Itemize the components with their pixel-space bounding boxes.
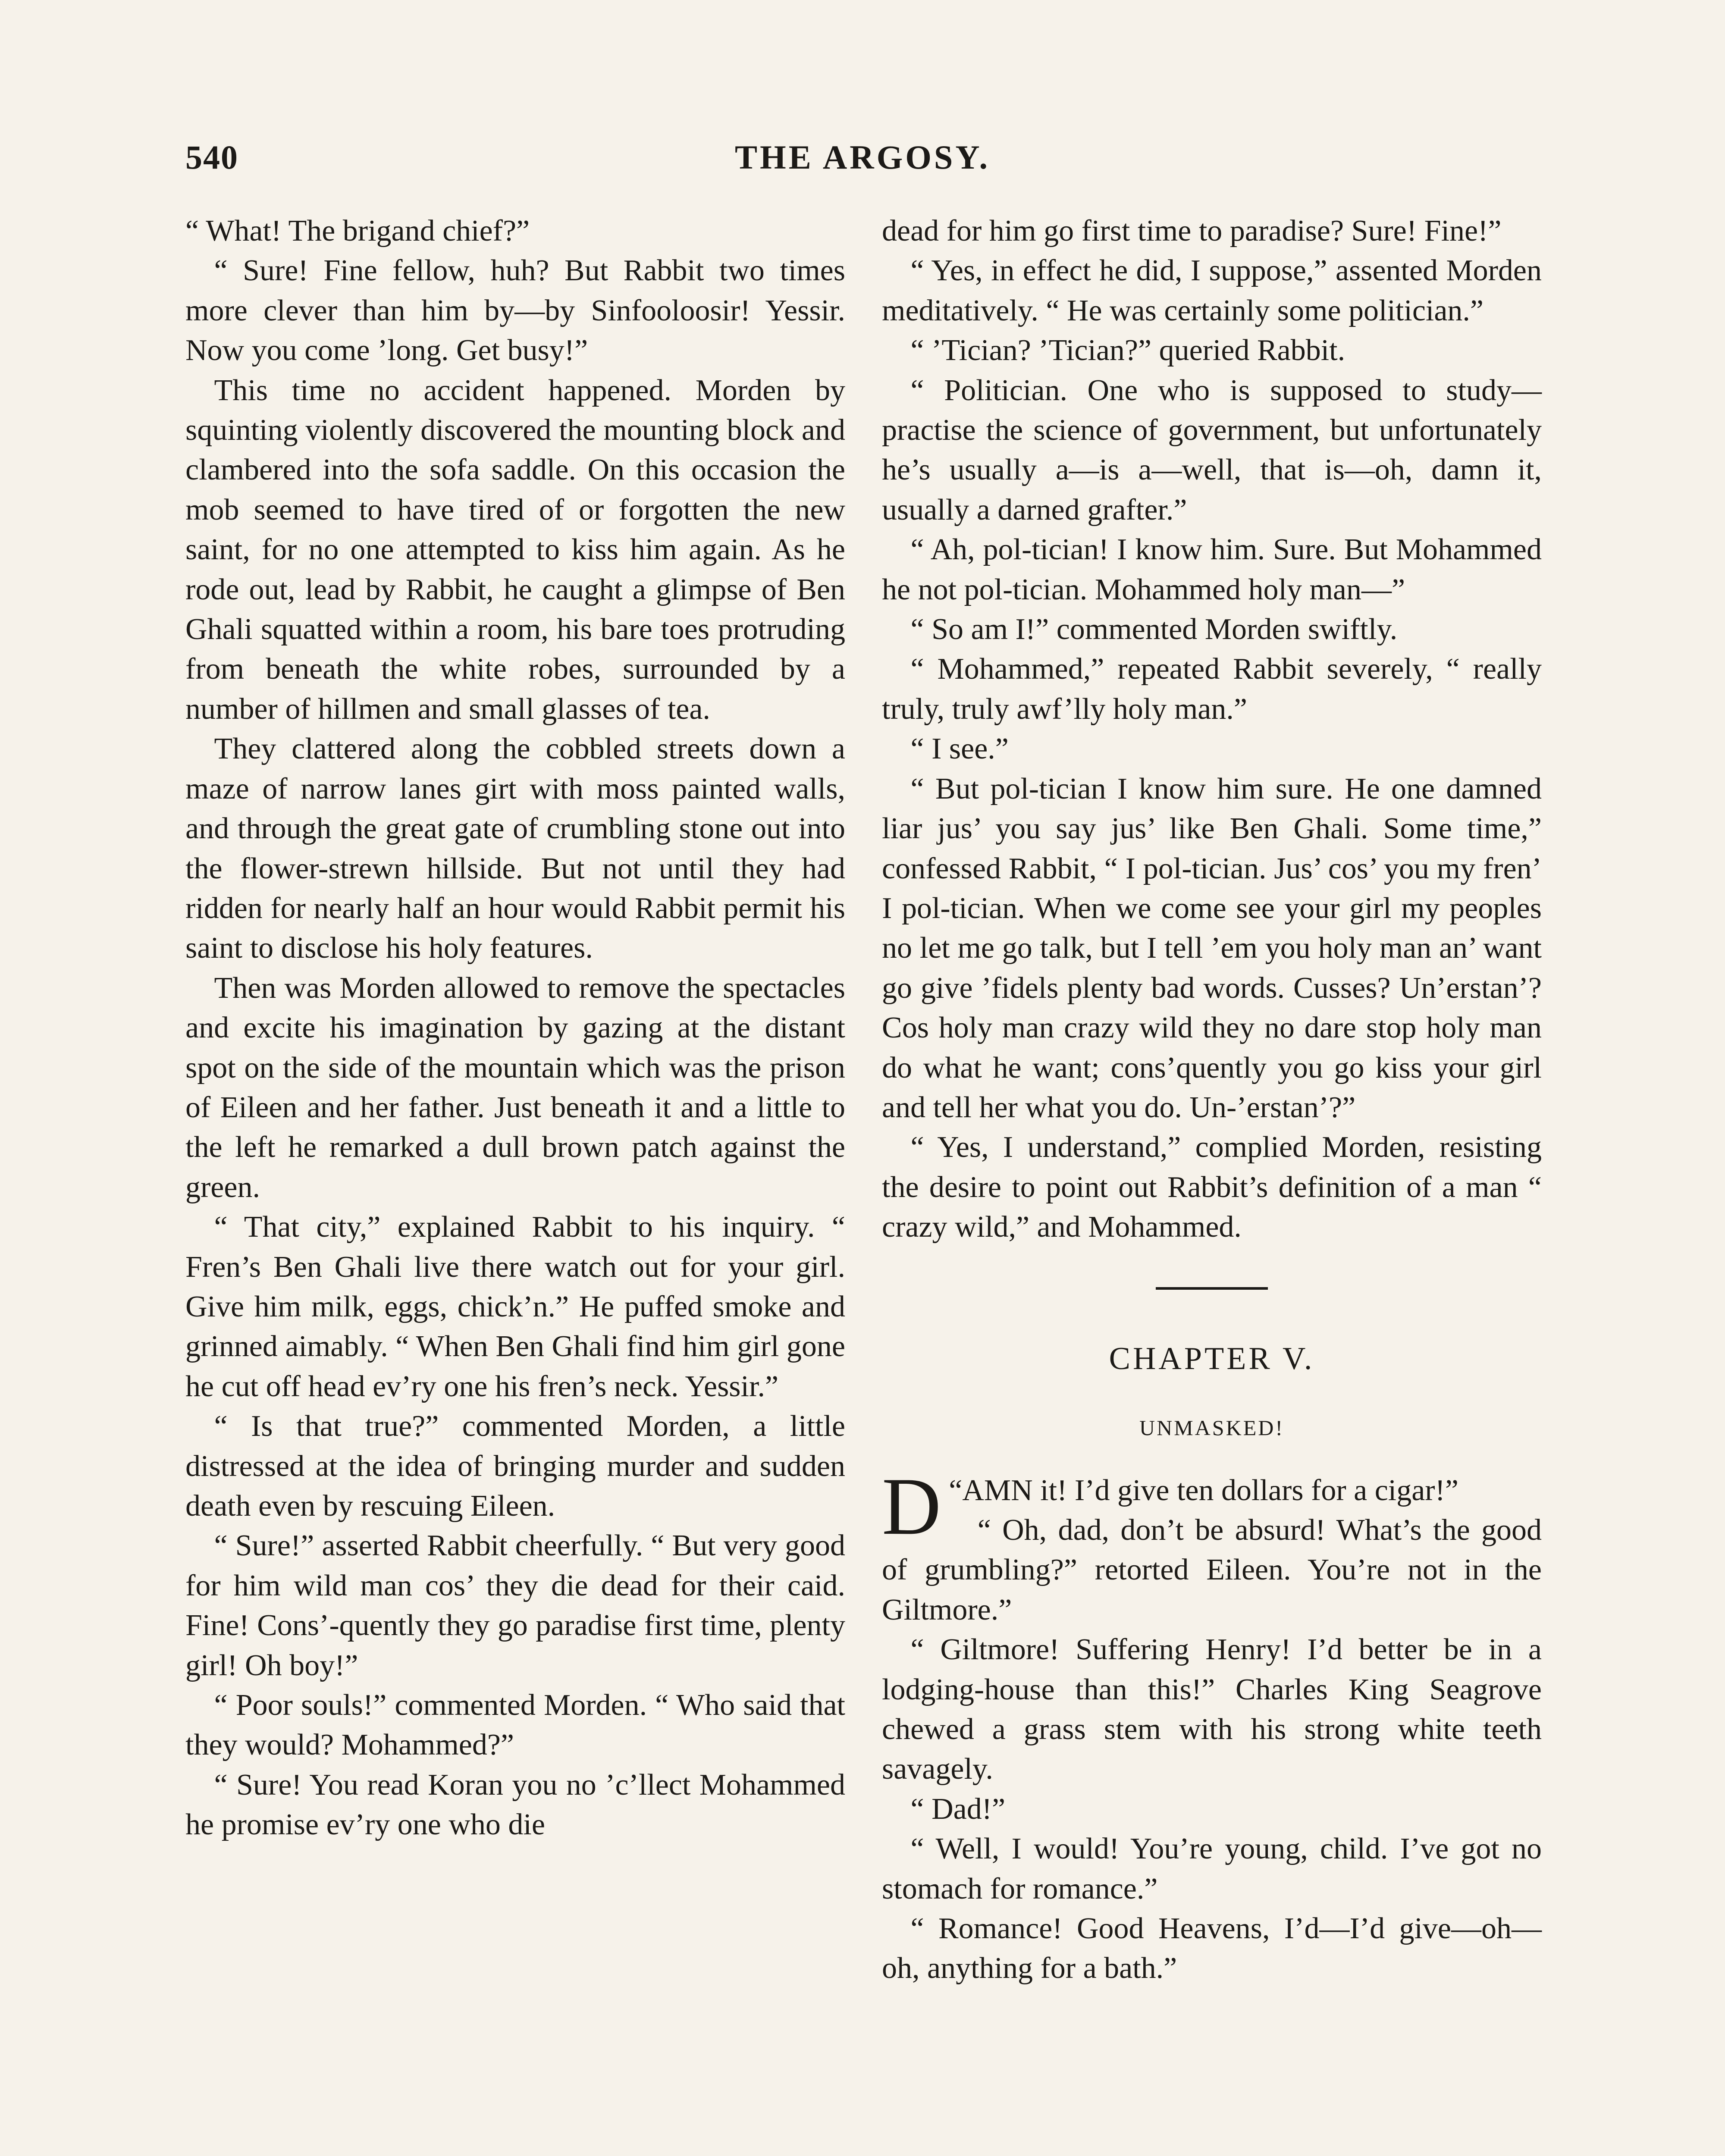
- paragraph: “ Politician. One who is supposed to study—practise the science of government, but unfortunately he’s usually a—is a—well, that is—oh, damn it, usually a darned grafter.”: [882, 373, 1542, 526]
- paragraph: Then was Morden allowed to remove the spectacles and excite his imagination by gazing at the distant spot on the side of the mountain which was the prison of Eileen and her father. Just beneath it and a little to the left he remarked a dull brown patch against the green.: [185, 971, 845, 1204]
- paragraph: “ What! The brigand chief?”: [185, 214, 530, 248]
- paragraph: “ Romance! Good Heavens, I’d—I’d give—oh—oh, anything for a bath.”: [882, 1912, 1542, 1985]
- opening-quote: “: [949, 1473, 963, 1507]
- chapter-subtitle: UNMASKED!: [1139, 1415, 1284, 1440]
- right-column: [882, 211, 1542, 1989]
- paragraph: “ Dad!”: [910, 1792, 1006, 1826]
- page-header: [185, 138, 1540, 190]
- paragraph: “ Poor souls!” commented Morden. “ Who said that they would? Mohammed?”: [185, 1689, 845, 1762]
- paragraph: “ Is that true?” commented Morden, a little distressed at the idea of bringing murder and sudden death even by rescuing Eileen.: [185, 1410, 845, 1523]
- chapter-heading: CHAPTER V.: [1109, 1341, 1315, 1376]
- paragraph: “ Sure!” asserted Rabbit cheerfully. “ But very good for him wild man cos’ they die dead for their caid. Fine! Cons’-quently they go paradise first time, plenty girl! Oh boy!”: [185, 1529, 845, 1682]
- paragraph: This time no accident happened. Morden by squinting violently discovered the mounting block and clambered into the sofa saddle. On this occasion the mob seemed to have tired of or forgotten the new saint, for no one attempted to kiss him again. As he rode out, lead by Rabbit, he caught a glimpse of Ben Ghali squatted within a room, his bare toes protruding from beneath the white robes, surrounded by a number of hillmen and small glasses of tea.: [185, 373, 845, 726]
- opening-text: AMN it! I’d give ten dollars for a cigar!”: [962, 1473, 1458, 1507]
- opening-paragraph: [882, 1461, 1542, 1552]
- paragraph: “ I see.”: [910, 732, 1009, 766]
- paragraph: “ Ah, pol-tician! I know him. Sure. But Mohammed he not pol-tician. Mohammed holy man—”: [882, 533, 1542, 606]
- section-divider: [1156, 1287, 1268, 1290]
- paragraph: “ But pol-tician I know him sure. He one damned liar jus’ you say jus’ like Ben Ghali. Some time,” confessed Rabbit, “ I pol-tician. Jus’ cos’ you my fren’ I pol-tician. When we come see your girl my peoples no let me go talk, but I tell ’em you holy man an’ want go give ’fidels plenty bad words. Cusses? Un’erstan’? Cos holy man crazy wild they no dare stop holy man do what he want; cons’quently you go kiss your girl and tell her what you do. Un-’erstan’?”: [882, 772, 1542, 1124]
- paragraph: “ Giltmore! Suffering Henry! I’d better be in a lodging-house than this!” Charles King Seagrove chewed a grass stem with his strong white teeth savagely.: [882, 1633, 1542, 1786]
- page-number: 540: [185, 138, 238, 176]
- left-column: [185, 211, 845, 1845]
- running-title: THE ARGOSY.: [735, 138, 990, 176]
- paragraph: “ Yes, I understand,” complied Morden, resisting the desire to point out Rabbit’s definition of a man “ crazy wild,” and Mohammed.: [882, 1131, 1542, 1244]
- paragraph: “ So am I!” commented Morden swiftly.: [910, 613, 1398, 646]
- paragraph: “ Sure! Fine fellow, huh? But Rabbit two times more clever than him by—by Sinfooloosir! Yessir. Now you come ’long. Get busy!”: [185, 254, 845, 367]
- paragraph: “ Mohammed,” repeated Rabbit severely, “ really truly, truly awf’lly holy man.”: [882, 652, 1542, 726]
- paragraph: “ Sure! You read Koran you no ’c’llect Mohammed he promise ev’ry one who die: [185, 1768, 845, 1842]
- paragraph: “ ’Tician? ’Tician?” queried Rabbit.: [910, 334, 1346, 367]
- paragraph: “ That city,” explained Rabbit to his inquiry. “ Fren’s Ben Ghali live there watch out for your girl. Give him milk, eggs, chick’n.” He puffed smoke and grinned aimably. “ When Ben Ghali find him girl gone he cut off head ev’ry one his fren’s neck. Yessir.”: [185, 1210, 845, 1403]
- drop-cap-letter: D: [882, 1461, 941, 1552]
- paragraph: “ Well, I would! You’re young, child. I’ve got no stomach for romance.”: [882, 1832, 1542, 1905]
- paragraph: They clattered along the cobbled streets down a maze of narrow lanes girt with moss painted walls, and through the great gate of crumbling stone out into the flower-strewn hillside. But not until they had ridden for nearly half an hour would Rabbit permit his saint to disclose his holy features.: [185, 732, 845, 965]
- paragraph: “ Yes, in effect he did, I suppose,” assented Morden meditatively. “ He was certainly some politician.”: [882, 254, 1542, 327]
- paragraph: dead for him go first time to paradise? Sure! Fine!”: [882, 214, 1502, 248]
- paragraph: “ Oh, dad, don’t be absurd! What’s the good of grumbling?” retorted Eileen. You’re not in the Giltmore.”: [882, 1513, 1542, 1626]
